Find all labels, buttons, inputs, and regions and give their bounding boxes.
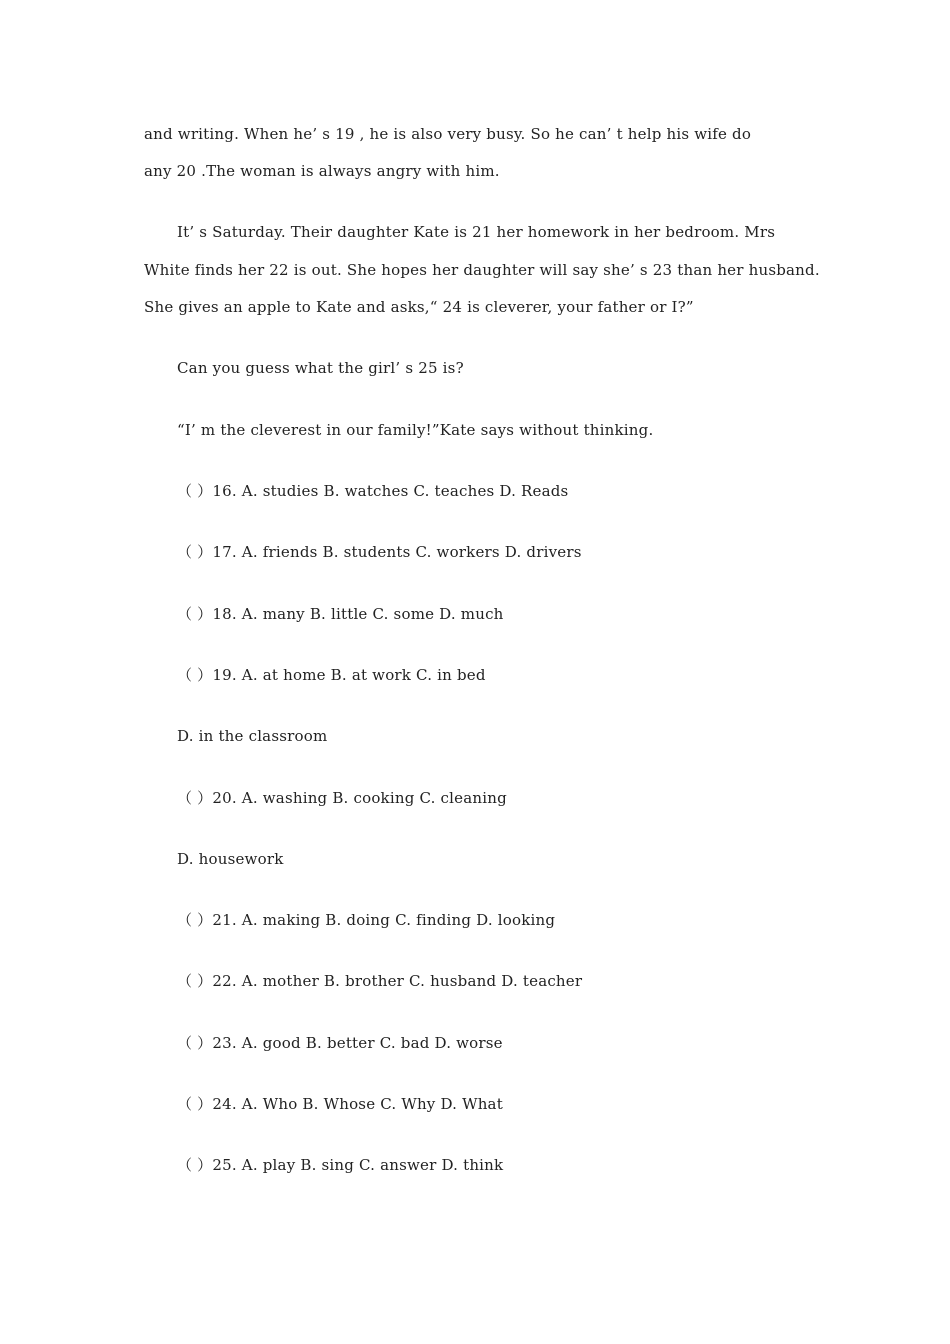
question-24: （ ）24. A. Who B. Whose C. Why D. What (177, 1095, 503, 1113)
passage-line: Can you guess what the girl’ s 25 is? (177, 359, 464, 377)
question-18: （ ）18. A. many B. little C. some D. much (177, 605, 504, 623)
passage-line: She gives an apple to Kate and asks,“ 24 is cleverer, your father or I?” (144, 298, 694, 316)
question-17: （ ）17. A. friends B. students C. workers D. drivers (177, 543, 582, 561)
passage-line: and writing. When he’ s 19 , he is also very busy. So he can’ t help his wife do (144, 125, 752, 143)
passage-line: “I’ m the cleverest in our family!”Kate says without thinking. (177, 421, 654, 439)
question-19-option-d: D. in the classroom (177, 727, 328, 745)
question-19: （ ）19. A. at home B. at work C. in bed (177, 666, 486, 684)
question-25: （ ）25. A. play B. sing C. answer D. think (177, 1156, 504, 1174)
question-21: （ ）21. A. making B. doing C. finding D. looking (177, 911, 556, 929)
question-20-option-d: D. housework (177, 850, 284, 868)
passage-line: any 20 .The woman is always angry with him. (144, 162, 500, 180)
question-22: （ ）22. A. mother B. brother C. husband D. teacher (177, 972, 583, 990)
passage-line: It’ s Saturday. Their daughter Kate is 21 her homework in her bedroom. Mrs (177, 223, 776, 241)
passage-line: White finds her 22 is out. She hopes her daughter will say she’ s 23 than her husband. (144, 261, 820, 279)
question-16: （ ）16. A. studies B. watches C. teaches D. Reads (177, 482, 569, 500)
question-20: （ ）20. A. washing B. cooking C. cleaning (177, 789, 507, 807)
question-23: （ ）23. A. good B. better C. bad D. worse (177, 1034, 503, 1052)
